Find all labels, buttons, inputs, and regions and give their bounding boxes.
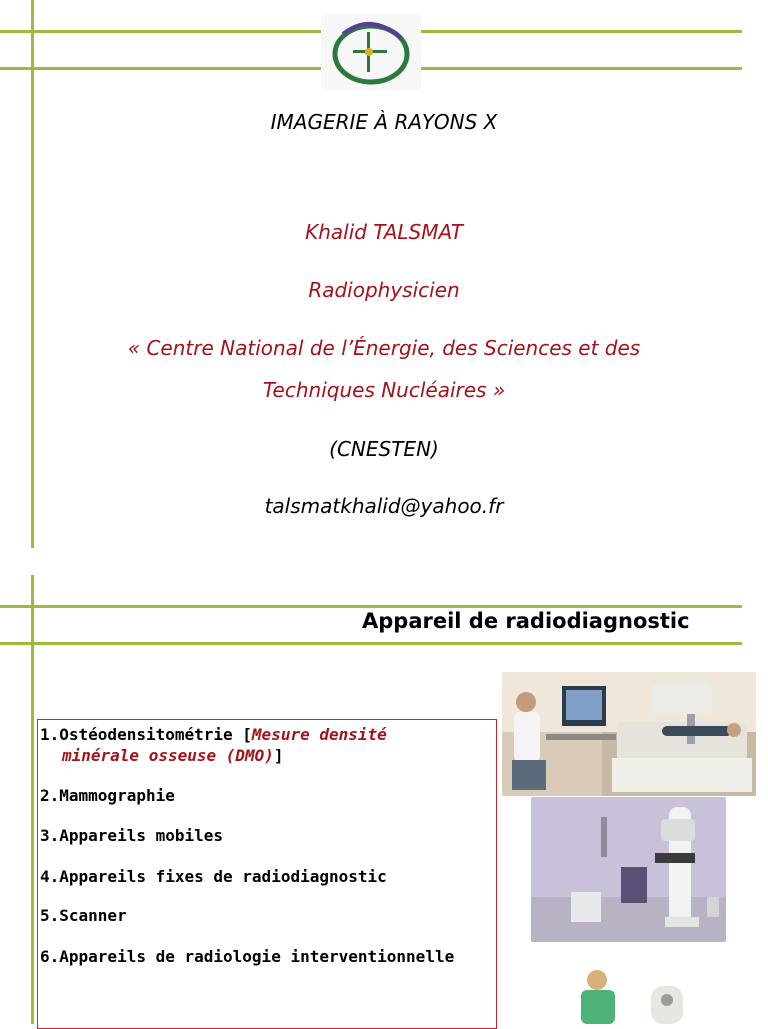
slide2-rule-lower bbox=[0, 642, 742, 645]
list-item-osteodensitometry-cont bbox=[62, 746, 284, 765]
densitometry-photo bbox=[502, 672, 756, 796]
logo-graphic bbox=[321, 14, 421, 90]
slide2-rule-upper bbox=[0, 605, 742, 608]
list-item-highlight-2: minérale osseuse (DMO) bbox=[62, 746, 274, 765]
list-item-mobile-devices: 3.Appareils mobiles bbox=[40, 826, 224, 845]
list-item-mammography: 2.Mammographie bbox=[40, 786, 175, 805]
left-rule-slide1 bbox=[31, 0, 34, 548]
mammography-photo bbox=[531, 797, 726, 942]
list-item-suffix: ] bbox=[273, 746, 284, 765]
cnesten-logo bbox=[321, 14, 421, 90]
list-item-fixed-devices: 4.Appareils fixes de radiodiagnostic bbox=[40, 867, 387, 886]
presentation-title: IMAGERIE À RAYONS X bbox=[270, 110, 498, 134]
list-item-scanner: 5.Scanner bbox=[40, 906, 127, 925]
author-email[interactable]: talsmatkhalid@yahoo.fr bbox=[264, 494, 504, 518]
list-item-interventional: 6.Appareils de radiologie interventionnelle bbox=[40, 947, 455, 966]
slide2-title: Appareil de radiodiagnostic bbox=[362, 609, 690, 633]
list-item-prefix: 1.Ostéodensitométrie [ bbox=[40, 725, 252, 744]
list-item-osteodensitometry bbox=[40, 725, 387, 744]
institution-line-1: « Centre National de l’Énergie, des Sciences et des bbox=[127, 336, 641, 360]
mobile-xray-photo bbox=[575, 966, 695, 1024]
author-role: Radiophysicien bbox=[308, 278, 460, 302]
list-item-highlight-1: Mesure densité bbox=[251, 725, 387, 744]
institution-acronym: (CNESTEN) bbox=[329, 437, 439, 461]
institution-line-2: Techniques Nucléaires » bbox=[262, 378, 506, 402]
author-name: Khalid TALSMAT bbox=[305, 220, 463, 244]
